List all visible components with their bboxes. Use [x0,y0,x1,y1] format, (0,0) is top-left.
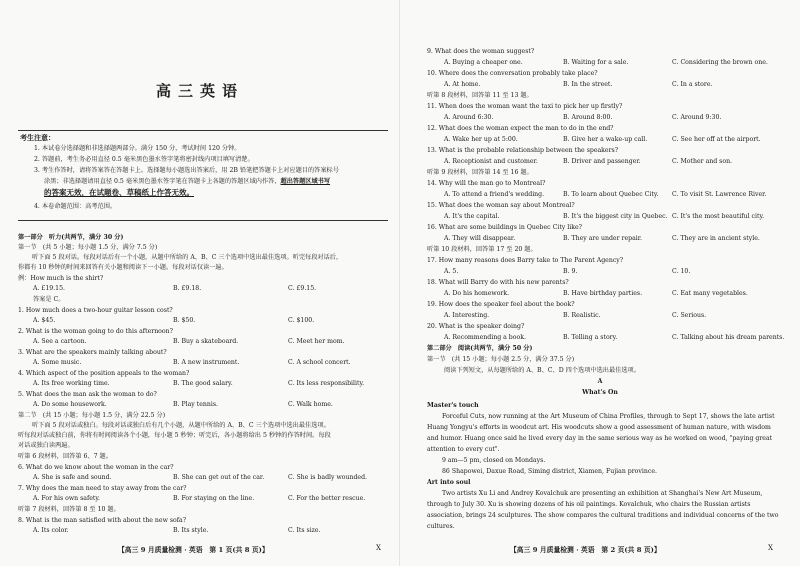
paragraph-line: Two artists Xu Li and Andrey Kovalchuk are presenting an exhibition at Shanghai's New Art Museum, [442,490,763,497]
example-option-c: C. £9.15. [288,285,317,292]
option-c: C. For the better rescue. [288,495,366,502]
paragraph-line: attention to every cut". [427,446,500,453]
question-5: 5. What does the man ask the woman to do? [18,391,157,398]
page-title: 高三英语 [155,82,244,100]
option-c: C. Its size. [288,527,321,534]
option-a: A. 5. [444,268,459,275]
question-17: 17. How many reasons does Barry take to The Parent Agency? [427,257,624,264]
option-c: C. Serious. [672,312,707,319]
instruction-line: 听下面 5 段对话或独白。每段对话或独白后有几个小题，从题中所给的 A、B、C 三个选项中选出最佳选项。 [32,422,330,429]
option-c: C. Eat many vegetables. [672,290,748,297]
option-c: C. Mother and son. [672,158,733,165]
question-15: 15. What does the woman say about Montreal? [427,202,575,209]
option-a: A. Recommending a book. [444,334,526,341]
option-a: A. They will disappear. [444,235,516,242]
exam-page-2 [400,0,800,566]
page-footer: 【高三 9 月质量检测 · 英语 第 2 页(共 8 页)】 [510,546,661,554]
example-answer: 答案是 C。 [33,296,65,303]
paragraph-line: through to July 30. Xu is showing dozens of his oil paintings. Kovalchuk, who chairs the Russian artists [427,501,751,508]
option-c: C. In a store. [672,81,713,88]
option-c: C. It's the most beautiful city. [672,213,765,220]
part1-heading: 第一部分 听力(共两节，满分 30 分) [18,234,124,241]
material-6: 听第 6 段材料，回答第 6、7 题。 [18,453,112,460]
option-b: B. Waiting for a sale. [563,59,629,66]
material-8: 听第 8 段材料，回答第 11 至 13 题。 [427,92,533,99]
option-b: B. Play tennis. [173,401,219,408]
question-11: 11. When does the woman want the taxi to pick her up firstly? [427,103,623,110]
question-6: 6. What do we know about the woman in the car? [18,464,174,471]
option-a: A. Its free working time. [33,380,110,387]
material-7: 听第 7 段材料，回答第 8 至 10 题。 [18,506,120,513]
option-b: B. Realistic. [563,312,601,319]
material-9: 听第 9 段材料，回答第 14 至 16 题。 [427,169,533,176]
info-address: 86 Shapowei, Daxue Road, Siming district, Xiamen, Fujian province. [442,468,657,475]
part2-instruction: 阅读下列短文，从每题所给的 A、B、C、D 四个选项中选出最佳选项。 [444,367,640,374]
option-a: A. Interesting. [444,312,490,319]
option-b: B. 9. [563,268,578,275]
section1-heading: 第一节 (共 5 小题；每小题 1.5 分，满分 7.5 分) [18,244,158,251]
notice-heading: 考生注意： [20,133,55,142]
notice-item-3b: 涂黑；非选择题请用直径 0.5 毫米黑色墨水签字笔在答题卡上各题的答题区域内作答，超出答题区域书写 [44,178,331,185]
page-footer: 【高三 9 月质量检测 · 英语 第 1 页(共 8 页)】 [118,546,269,554]
option-c: C. She is badly wounded. [288,474,368,481]
option-b: B. $50. [173,317,196,324]
notice-item-2: 2. 答题前，考生务必用直径 0.5 毫米黑色墨水签字笔将密封线内项目填写清楚。 [34,156,254,163]
question-14: 14. Why will the man go to Montreal? [427,180,546,187]
option-c: C. They are in ancient style. [672,235,760,242]
option-a: A. Some music. [33,359,82,366]
paragraph-line: and humor. Huang once said he lived every day in the same serious way as he worked on wood, "paying great [427,435,773,442]
paragraph-line: Forceful Cuts, now running at the Art Museum of China Profiles, through to Sept 17, shows the late artist [442,413,775,420]
option-b: B. They are under repair. [563,235,643,242]
option-c: C. To visit St. Lawrence River. [672,191,767,198]
part2-heading: 第二部分 阅读(共两节，满分 50 分) [427,345,533,352]
option-a: A. Do his homework. [444,290,510,297]
option-a: A. Do some housework. [33,401,107,408]
question-12: 12. What does the woman expect the man to do in the end? [427,125,614,132]
option-a: A. Receptionist and customer. [444,158,538,165]
option-b: B. Have birthday parties. [563,290,643,297]
passage-letter: A [597,378,603,385]
option-c: C. Its less responsibility. [288,380,365,387]
question-3: 3. What are the speakers mainly talking about? [18,349,167,356]
question-13: 13. What is the probable relationship between the speakers? [427,147,619,154]
section2-heading: 第二节 (共 15 小题；每小题 1.5 分，满分 22.5 分) [18,412,166,419]
question-20: 20. What is the speaker doing? [427,323,525,330]
option-a: A. Its color. [33,527,69,534]
question-16: 16. What are some buildings in Quebec City like? [427,224,582,231]
question-4: 4. Which aspect of the position appeals to the woman? [18,370,190,377]
passage-title: What's On [582,389,618,396]
option-c: C. Meet her mom. [288,338,345,345]
paragraph-line: cultures. [427,523,455,530]
instruction-line: 听下面 5 段对话。每段对话后有一个小题，从题中所给的 A、B、C 三个选项中选出最佳选项。听完每段对话后， [32,254,343,261]
part2-section1: 第一节 (共 15 小题；每小题 2.5 分，满分 37.5 分) [427,356,575,363]
question-9: 9. What does the woman suggest? [427,48,535,55]
option-b: B. A new instrument. [173,359,240,366]
option-c: C. Walk home. [288,401,333,408]
example-option-a: A. £19.15. [33,285,66,292]
option-b: B. Around 8:00. [563,114,613,121]
option-b: B. Telling a story. [563,334,618,341]
option-b: B. Give her a wake-up call. [563,136,648,143]
option-c: C. Considering the brown one. [672,59,768,66]
option-a: A. She is safe and sound. [33,474,112,481]
option-a: A. It's the capital. [444,213,500,220]
instruction-line: 对话或独白读两遍。 [18,442,74,449]
option-c: C. Talking about his dream parents. [672,334,785,341]
option-a: A. To attend a friend's wedding. [444,191,545,198]
page-mark: X [376,544,381,552]
subheading-art-into-soul: Art into soul [427,479,471,486]
question-10: 10. Where does the conversation probably take place? [427,70,598,77]
page-mark: X [768,544,773,552]
option-a: A. For his own safety. [33,495,101,502]
option-b: B. For staying on the line. [173,495,255,502]
question-8: 8. What is the man satisfied with about the new sofa? [18,517,187,524]
option-c: C. A school concert. [288,359,351,366]
option-b: B. To learn about Quebec City. [563,191,659,198]
instruction-line: 你都有 10 秒钟的时间来回答有关小题和阅读下一小题。每段对话仅读一遍。 [18,264,228,271]
option-a: A. At home. [444,81,481,88]
option-c: C. 10. [672,268,691,275]
option-a: A. See a cartoon. [33,338,87,345]
notice-item-3: 3. 考生作答时，请将答案答在答题卡上。选择题每小题选出答案后，用 2B 铅笔把答题卡上对应题目的答案标号 [34,167,339,174]
material-10: 听第 10 段材料，回答第 17 至 20 题。 [427,246,537,253]
notice-item-4: 4. 本卷命题范围：高考范围。 [34,203,117,210]
option-a: A. Around 6:30. [444,114,494,121]
option-b: B. The good salary. [173,380,233,387]
option-b: B. In the street. [563,81,613,88]
question-19: 19. How does the speaker feel about the book? [427,301,575,308]
option-a: A. Wake her up at 5:00. [444,136,518,143]
option-b: B. It's the biggest city in Quebec. [563,213,668,220]
option-c: C. See her off at the airport. [672,136,761,143]
option-c: C. Around 9:30. [672,114,722,121]
instruction-line: 听每段对话或独白前，你将有时间阅读各个小题，每小题 5 秒钟；听完后，各小题将给出 5 秒钟的作答时间。每段 [18,432,331,439]
notice-item-1: 1. 本试卷分选择题和非选择题两部分。满分 150 分，考试时间 120 分钟。 [34,145,241,152]
paragraph-line: association, brings 24 sculptures. The show compares the cultural traditions and individual concerns of the two [427,512,779,519]
question-2: 2. What is the woman going to do this afternoon? [18,328,173,335]
option-c: C. $100. [288,317,315,324]
example-option-b: B. £9.18. [173,285,202,292]
option-a: A. $45. [33,317,56,324]
option-b: B. Its style. [173,527,209,534]
paragraph-line: Huang Yongyu's efforts in woodcut art. His woodcuts show a good assessment of human nature, with wisdom [427,424,771,431]
question-1: 1. How much does a two-hour guitar lesson cost? [18,307,173,314]
question-18: 18. What will Barry do with his new parents? [427,279,569,286]
option-b: B. She can get out of the car. [173,474,265,481]
option-b: B. Driver and passenger. [563,158,641,165]
question-7: 7. Why does the man need to stay away from the car? [18,485,187,492]
example-question: 例：How much is the shirt? [18,275,104,282]
option-a: A. Buying a cheaper one. [444,59,523,66]
option-b: B. Buy a skateboard. [173,338,239,345]
notice-item-3c: 的答案无效，在试题卷、草稿纸上作答无效。 [44,188,194,197]
subheading-masters-touch: Master's touch [427,402,479,409]
info-hours: 9 am—5 pm, closed on Mondays. [442,457,546,464]
